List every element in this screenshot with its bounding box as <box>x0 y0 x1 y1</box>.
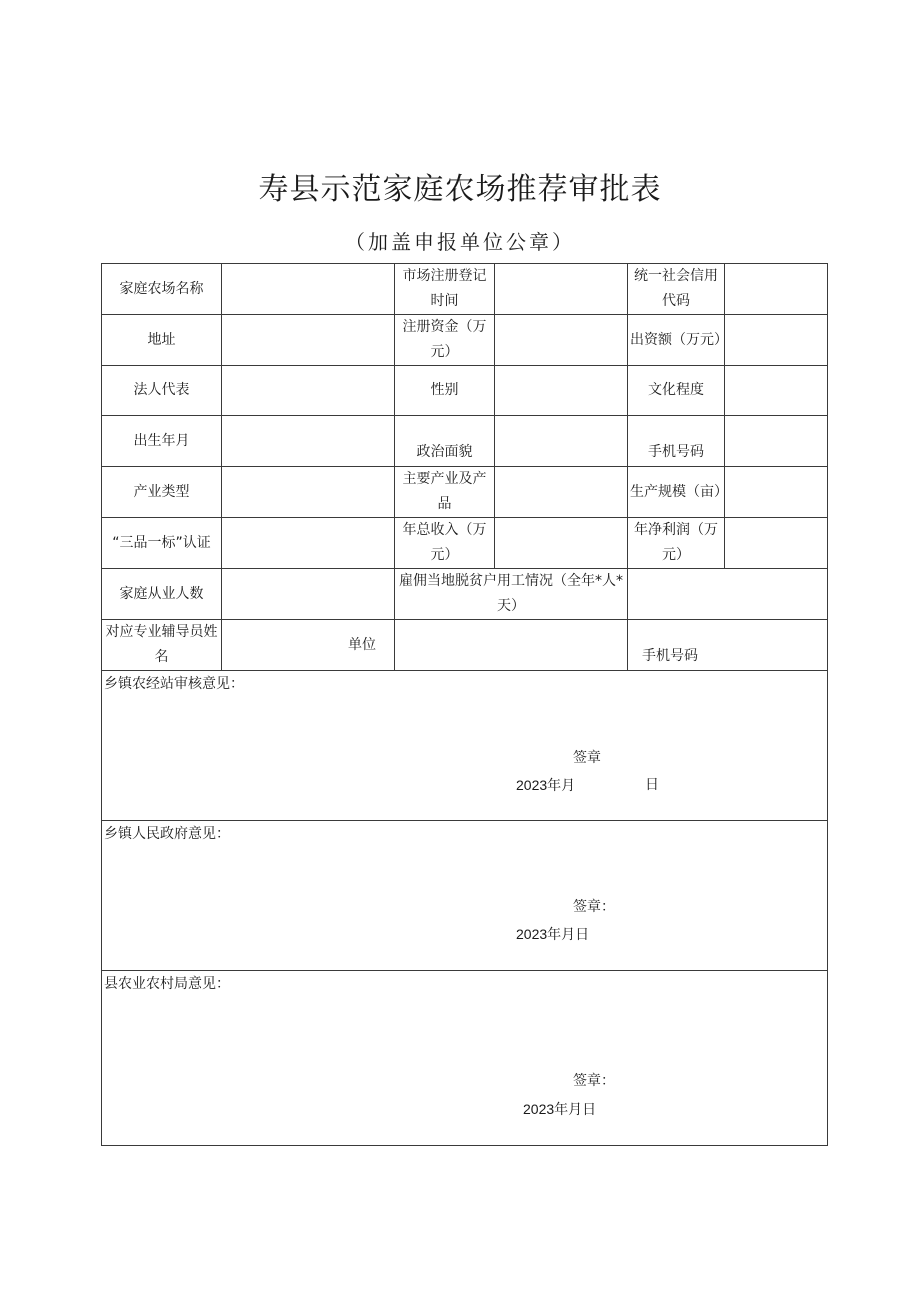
page-subtitle: （加盖申报单位公章） <box>345 230 575 254</box>
contribution-label: 出资额（万元） <box>628 315 725 366</box>
industry-type-label: 产业类型 <box>102 467 222 518</box>
advisor-name-label: 对应专业辅导员姓名 <box>102 620 222 671</box>
certification-label: “三品一标”认证 <box>102 518 222 569</box>
advisor-unit-label: 单位 <box>222 620 395 671</box>
address-field[interactable] <box>222 315 395 366</box>
station-opinion-heading: 乡镇农经站审核意见： <box>104 676 244 692</box>
legal-rep-label: 法人代表 <box>102 366 222 416</box>
family-workers-field[interactable] <box>222 569 395 620</box>
birth-date-field[interactable] <box>222 416 395 467</box>
industry-type-field[interactable] <box>222 467 395 518</box>
political-status-label: 政治面貌 <box>395 416 495 467</box>
employment-label: 雇佣当地脱贫户用工情况（全年*人*天） <box>395 569 628 620</box>
contribution-field[interactable] <box>725 315 828 366</box>
family-workers-label: 家庭从业人数 <box>102 569 222 620</box>
form-row <box>102 569 828 620</box>
bureau-sign-label: 签章： <box>573 1073 615 1089</box>
opinion-row-bureau <box>102 971 828 1146</box>
registered-capital-label: 注册资金（万元） <box>395 315 495 366</box>
annual-income-label: 年总收入（万元） <box>395 518 495 569</box>
registered-capital-field[interactable] <box>495 315 628 366</box>
birth-date-label: 出生年月 <box>102 416 222 467</box>
form-row <box>102 366 828 416</box>
annual-income-field[interactable] <box>495 518 628 569</box>
education-label: 文化程度 <box>628 366 725 416</box>
advisor-phone-label: 手机号码 <box>628 620 828 671</box>
form-row <box>102 315 828 366</box>
government-opinion-heading: 乡镇人民政府意见： <box>104 826 230 842</box>
form-row <box>102 518 828 569</box>
registration-time-label: 市场注册登记时间 <box>395 264 495 315</box>
certification-field[interactable] <box>222 518 395 569</box>
net-profit-field[interactable] <box>725 518 828 569</box>
gender-field[interactable] <box>495 366 628 416</box>
form-row <box>102 620 828 671</box>
station-day: 日 <box>645 777 659 793</box>
government-opinion-box[interactable] <box>102 821 828 971</box>
education-field[interactable] <box>725 366 828 416</box>
government-date: 2023年月日 <box>516 926 590 942</box>
main-products-field[interactable] <box>495 467 628 518</box>
approval-form-table <box>101 263 828 1146</box>
employment-field[interactable] <box>628 569 828 620</box>
phone-label: 手机号码 <box>628 416 725 467</box>
advisor-unit-field[interactable] <box>395 620 628 671</box>
form-row <box>102 416 828 467</box>
opinion-row-government <box>102 821 828 971</box>
production-scale-field[interactable] <box>725 467 828 518</box>
bureau-opinion-box[interactable] <box>102 971 828 1146</box>
production-scale-label: 生产规模（亩） <box>628 467 725 518</box>
farm-name-field[interactable] <box>222 264 395 315</box>
gender-label: 性别 <box>395 366 495 416</box>
address-label: 地址 <box>102 315 222 366</box>
registration-time-field[interactable] <box>495 264 628 315</box>
form-row <box>102 467 828 518</box>
station-opinion-box[interactable] <box>102 671 828 821</box>
net-profit-label: 年净利润（万元） <box>628 518 725 569</box>
political-status-field[interactable] <box>495 416 628 467</box>
station-date: 2023年月 <box>516 777 576 793</box>
government-sign-label: 签章： <box>573 899 615 915</box>
bureau-opinion-heading: 县农业农村局意见： <box>104 976 230 992</box>
form-row <box>102 264 828 315</box>
page-title: 寿县示范家庭农场推荐审批表 <box>258 172 662 207</box>
credit-code-field[interactable] <box>725 264 828 315</box>
credit-code-label: 统一社会信用代码 <box>628 264 725 315</box>
station-sign-label: 签章 <box>573 750 601 766</box>
farm-name-label: 家庭农场名称 <box>102 264 222 315</box>
bureau-date: 2023年月日 <box>523 1101 597 1117</box>
phone-field[interactable] <box>725 416 828 467</box>
opinion-row-station <box>102 671 828 821</box>
legal-rep-field[interactable] <box>222 366 395 416</box>
main-products-label: 主要产业及产品 <box>395 467 495 518</box>
